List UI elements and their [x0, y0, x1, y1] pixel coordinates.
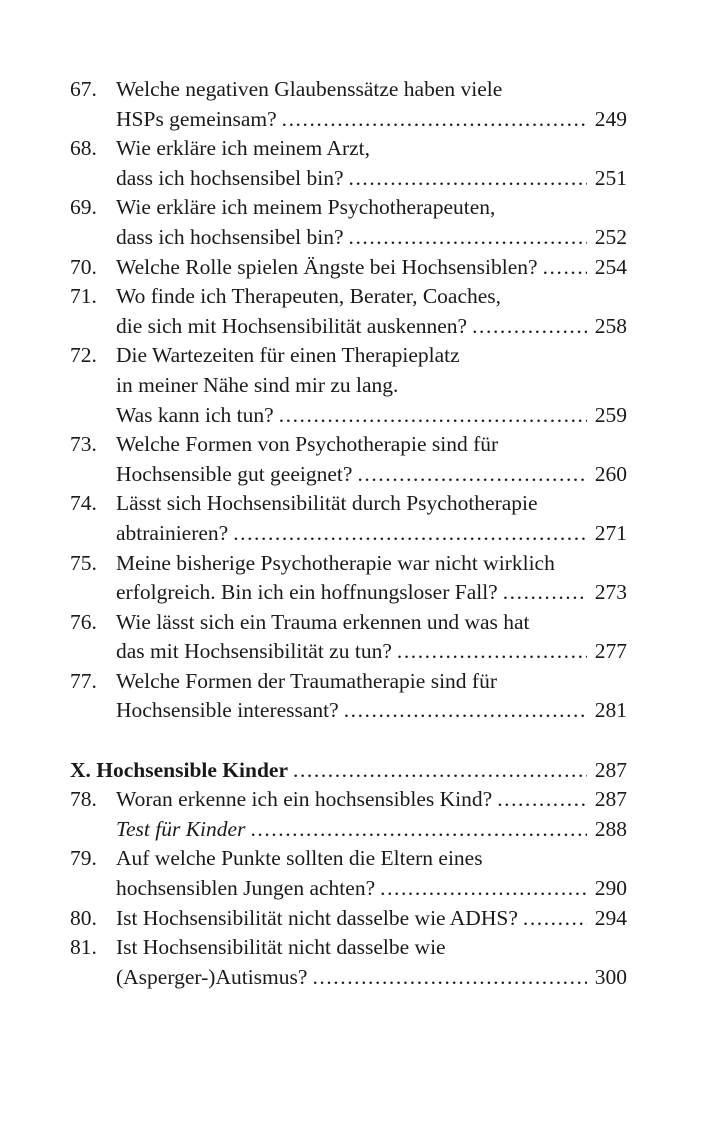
dot-leader [503, 578, 587, 608]
entry-title-line: Woran erkenne ich ein hochsensibles Kind? [116, 787, 493, 812]
dot-leader [279, 401, 587, 431]
page-number: 251 [594, 165, 627, 190]
page-number: 259 [594, 402, 627, 427]
toc-entry[interactable] [70, 489, 627, 548]
toc-entry-last-line [70, 223, 627, 253]
entry-title-line: Welche Rolle spielen Ängste bei Hochsensiblen? [116, 254, 538, 279]
toc-entry-line [70, 933, 627, 963]
toc-entry[interactable] [70, 549, 627, 608]
toc-entry-last-line [70, 578, 627, 608]
toc-entry-line [70, 608, 627, 638]
page-number: 290 [594, 876, 627, 901]
entry-number: 73. [70, 432, 97, 457]
toc-entry-line [70, 341, 627, 371]
toc-entry-last-line [70, 637, 627, 667]
entry-title-line: Welche Formen von Psychotherapie sind für [116, 432, 499, 457]
dot-leader-row [116, 253, 627, 283]
toc-entry-last-line [70, 519, 627, 549]
toc-entry-line [70, 371, 627, 401]
dot-leader [282, 105, 587, 135]
toc-entry[interactable] [70, 134, 627, 193]
entry-title-line: abtrainieren? [116, 520, 229, 545]
page-number: 288 [594, 816, 627, 841]
entry-title-line: Hochsensible gut geeignet? [116, 461, 353, 486]
entry-number: 81. [70, 935, 97, 960]
section-spacer [70, 726, 627, 756]
entry-title-line: in meiner Nähe sind mir zu lang. [116, 372, 399, 397]
entry-number: 74. [70, 491, 97, 516]
toc-entry-line [70, 549, 627, 579]
dot-leader-row [70, 756, 627, 786]
entry-title-line: Meine bisherige Psychotherapie war nicht wirklich [116, 550, 555, 575]
entry-number: 69. [70, 195, 97, 220]
toc-entry-last-line [70, 815, 627, 845]
toc-entry-last-line [70, 460, 627, 490]
entry-title-line: Welche negativen Glaubenssätze haben viele [116, 77, 503, 101]
entry-title-line: (Asperger-)Autismus? [116, 964, 308, 989]
toc-entry[interactable] [70, 430, 627, 489]
entry-number: 78. [70, 787, 97, 812]
section-heading[interactable] [70, 756, 627, 786]
entry-title-line: Die Wartezeiten für einen Therapieplatz [116, 343, 460, 368]
toc-entry-line [70, 844, 627, 874]
page-number: 287 [594, 787, 627, 812]
entry-number: 70. [70, 254, 97, 279]
dot-leader-row [116, 460, 627, 490]
entry-title-line: dass ich hochsensibel bin? [116, 165, 344, 190]
entry-title-line: Auf welche Punkte sollten die Eltern eines [116, 846, 483, 871]
toc-entry-line [70, 282, 627, 312]
toc-entry[interactable] [70, 341, 627, 430]
dot-leader [523, 904, 587, 934]
dot-leader [293, 756, 587, 786]
dot-leader-row [116, 519, 627, 549]
entry-number: 71. [70, 284, 97, 309]
toc-entry[interactable] [70, 667, 627, 726]
dot-leader [472, 312, 587, 342]
page-number: 277 [594, 639, 627, 664]
page-number: 252 [594, 224, 627, 249]
dot-leader-row [116, 105, 627, 135]
page-number: 271 [594, 520, 627, 545]
dot-leader-row [116, 874, 627, 904]
entry-number: 67. [70, 77, 97, 101]
dot-leader-row [116, 785, 627, 815]
toc-entry-line [70, 134, 627, 164]
dot-leader [349, 223, 588, 253]
toc-entry[interactable] [70, 253, 627, 283]
toc-entry-line [70, 193, 627, 223]
dot-leader [344, 696, 587, 726]
dot-leader-row [116, 578, 627, 608]
toc-entry[interactable] [70, 785, 627, 815]
dot-leader-row [116, 904, 627, 934]
table-of-contents [70, 75, 627, 992]
entry-title-line: erfolgreich. Bin ich ein hoffnungsloser Fall? [116, 580, 498, 605]
dot-leader [380, 874, 587, 904]
entry-number: 72. [70, 343, 97, 368]
toc-entry-line [70, 430, 627, 460]
page-number: 287 [594, 757, 627, 782]
toc-entry[interactable] [70, 75, 627, 134]
toc-entry-last-line [70, 874, 627, 904]
dot-leader-row [116, 815, 627, 845]
entry-number: 79. [70, 846, 97, 871]
toc-entry-last-line [70, 164, 627, 194]
toc-entry[interactable] [70, 844, 627, 903]
page-number: 258 [594, 313, 627, 338]
entry-title-line: HSPs gemeinsam? [116, 106, 277, 131]
toc-entry[interactable] [70, 193, 627, 252]
toc-entry-last-line [70, 253, 627, 283]
entry-number: 68. [70, 136, 97, 161]
entry-title-line: das mit Hochsensibilität zu tun? [116, 639, 392, 664]
page-number: 294 [594, 905, 627, 930]
toc-entry-line [70, 489, 627, 519]
entry-title-line: Lässt sich Hochsensibilität durch Psychotherapie [116, 491, 538, 516]
dot-leader [312, 963, 587, 993]
toc-entry-last-line [70, 696, 627, 726]
entry-title-line: Was kann ich tun? [116, 402, 274, 427]
dot-leader-row [116, 223, 627, 253]
entry-title-line: Wo finde ich Therapeuten, Berater, Coaches, [116, 284, 502, 309]
dot-leader [397, 637, 587, 667]
toc-entry-line [70, 667, 627, 697]
toc-entry-last-line [70, 401, 627, 431]
entry-number: 77. [70, 668, 97, 693]
entry-number: 80. [70, 905, 97, 930]
dot-leader-row [116, 164, 627, 194]
entry-number: 76. [70, 609, 97, 634]
entry-title-line: Wie erkläre ich meinem Psychotherapeuten, [116, 195, 496, 220]
toc-entry[interactable] [70, 608, 627, 667]
toc-entry-last-line [70, 904, 627, 934]
dot-leader [543, 253, 587, 283]
dot-leader [233, 519, 587, 549]
entry-title-line: Hochsensible interessant? [116, 698, 339, 723]
dot-leader [349, 164, 588, 194]
toc-entry[interactable] [70, 282, 627, 341]
dot-leader-row [116, 401, 627, 431]
entry-title-line: Test für Kinder [116, 816, 246, 841]
page-number: 273 [594, 580, 627, 605]
page-number: 300 [594, 964, 627, 989]
toc-entry-line [70, 75, 627, 105]
dot-leader [357, 460, 587, 490]
entry-title-line: die sich mit Hochsensibilität auskennen? [116, 313, 468, 338]
toc-entry-last-line [70, 785, 627, 815]
page-number: 254 [594, 254, 627, 279]
entry-title-line: Ist Hochsensibilität nicht dasselbe wie ADHS? [116, 905, 518, 930]
entry-number: 75. [70, 550, 97, 575]
dot-leader-row [116, 963, 627, 993]
dot-leader-row [116, 696, 627, 726]
toc-entry-last-line [70, 105, 627, 135]
entry-title-line: dass ich hochsensibel bin? [116, 224, 344, 249]
dot-leader [497, 785, 587, 815]
entry-title-line: Wie lässt sich ein Trauma erkennen und was hat [116, 609, 530, 634]
toc-entry-last-line [70, 963, 627, 993]
page-number: 249 [594, 106, 627, 131]
dot-leader-row [116, 637, 627, 667]
page-number: 260 [594, 461, 627, 486]
dot-leader [250, 815, 587, 845]
entry-title-line: hochsensiblen Jungen achten? [116, 876, 376, 901]
page-number: 281 [594, 698, 627, 723]
section-title: X. Hochsensible Kinder [70, 757, 289, 782]
entry-title-line: Welche Formen der Traumatherapie sind für [116, 668, 497, 693]
entry-title-line: Wie erkläre ich meinem Arzt, [116, 136, 371, 161]
toc-entry-last-line [70, 312, 627, 342]
toc-entry[interactable] [70, 815, 627, 845]
toc-entry[interactable] [70, 904, 627, 934]
dot-leader-row [116, 312, 627, 342]
toc-entry[interactable] [70, 933, 627, 992]
entry-title-line: Ist Hochsensibilität nicht dasselbe wie [116, 935, 446, 960]
